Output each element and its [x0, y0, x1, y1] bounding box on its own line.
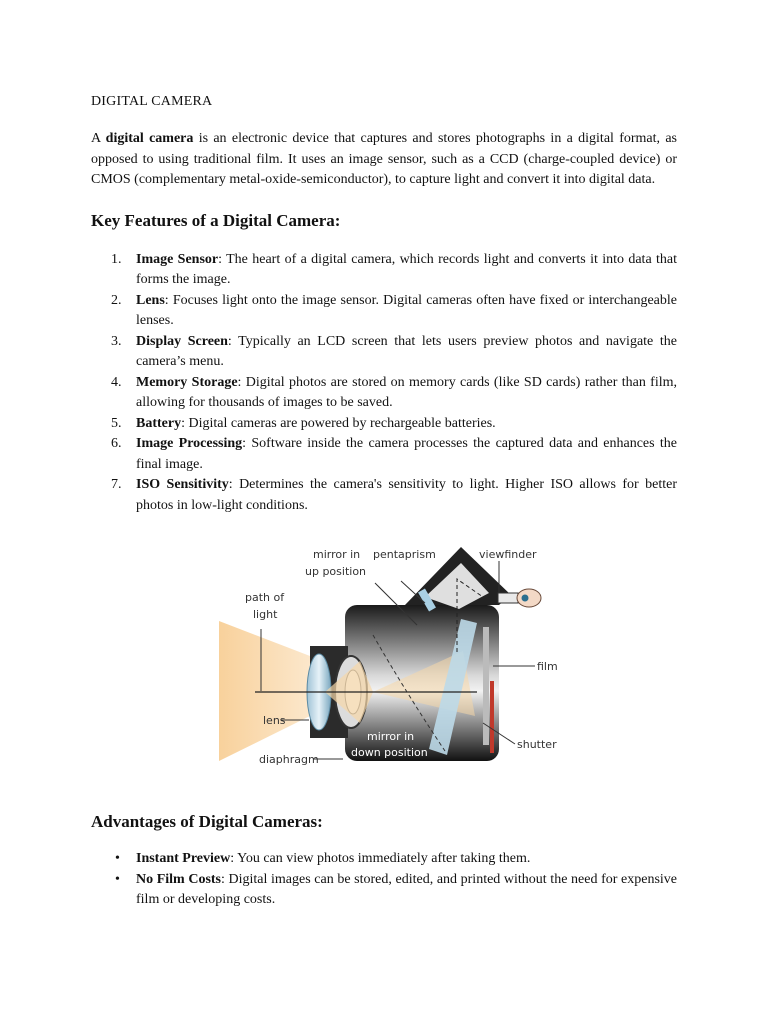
item-term: No Film Costs	[136, 871, 222, 887]
item-text: : Determines the camera's sensitivity to light. Higher ISO allows for better photos in low-light conditions.	[136, 477, 677, 513]
camera-diagram	[215, 541, 558, 789]
list-item	[91, 849, 677, 870]
label-path-2: light	[253, 608, 278, 621]
item-term: Display Screen	[136, 333, 228, 349]
bullet-icon: •	[115, 871, 120, 887]
advantages-list	[91, 849, 677, 911]
list-number: 4.	[111, 374, 122, 390]
film	[483, 627, 489, 745]
label-path-1: path of	[245, 591, 285, 604]
label-pentaprism: pentaprism	[373, 548, 436, 561]
features-heading: Key Features of a Digital Camera:	[91, 210, 341, 230]
list-number: 2.	[111, 292, 122, 308]
label-mirror-up-1: mirror in	[313, 548, 361, 561]
list-item	[91, 291, 677, 332]
bullet-icon: •	[115, 851, 120, 866]
shutter	[490, 681, 494, 753]
light-beam	[219, 621, 310, 761]
item-text: : Digital images can be stored, edited, and printed without the need for expensive film or developing costs.	[136, 871, 677, 907]
intro-rest: is an electronic device that captures and stores photographs in a digital format, as opposed to using traditional film. It uses an image sensor, such as a CCD (charge-coupled device) or CMOS (complementary metal-oxide-semiconductor), to capture light and convert it into digital data.	[91, 131, 678, 187]
document-title: DIGITAL CAMERA	[91, 94, 213, 109]
intro-paragraph	[91, 129, 677, 191]
document-body	[91, 92, 677, 911]
item-text: : Focuses light onto the image sensor. Digital cameras often have fixed or interchangeable lenses.	[136, 292, 677, 328]
list-number: 6.	[111, 436, 122, 451]
list-item	[91, 250, 677, 291]
label-viewfinder: viewfinder	[479, 548, 537, 561]
item-text: : You can view photos immediately after taking them.	[230, 851, 531, 866]
item-term: Image Sensor	[136, 251, 219, 267]
intro-term: digital camera	[105, 131, 194, 146]
item-text: : Typically an LCD screen that lets users preview photos and navigate the camera’s menu.	[136, 333, 677, 369]
label-mirror-down-2: down position	[351, 746, 428, 759]
item-text: : The heart of a digital camera, which records light and converts it into data that forms the image.	[136, 251, 678, 287]
advantages-heading: Advantages of Digital Cameras:	[91, 812, 323, 831]
viewfinder	[498, 593, 518, 603]
item-text: : Digital photos are stored on memory cards (like SD cards) rather than film, allowing for thousands of images to be saved.	[136, 374, 677, 410]
label-diaphragm: diaphragm	[259, 753, 319, 766]
intro-lead: A	[91, 131, 106, 146]
item-term: ISO Sensitivity	[136, 477, 229, 492]
label-lens: lens	[263, 714, 286, 727]
label-mirror-up-2: up position	[305, 565, 367, 578]
list-item	[91, 332, 677, 373]
list-item	[91, 373, 677, 414]
label-shutter: shutter	[517, 738, 557, 751]
list-number: 1.	[111, 251, 122, 267]
list-number: 3.	[111, 333, 122, 349]
list-item	[91, 475, 677, 516]
item-term: Memory Storage	[136, 374, 238, 390]
label-film: film	[537, 660, 558, 673]
item-term: Image Processing	[136, 436, 243, 451]
list-item	[91, 434, 677, 475]
item-term: Instant Preview	[136, 851, 231, 866]
item-text: : Digital cameras are powered by rechargeable batteries.	[181, 415, 496, 431]
list-number: 5.	[111, 415, 122, 431]
list-number: 7.	[111, 477, 122, 492]
label-mirror-down-1: mirror in	[367, 730, 415, 743]
eye-icon	[517, 589, 541, 607]
list-item	[91, 870, 677, 911]
item-term: Battery	[136, 415, 182, 431]
item-term: Lens	[136, 292, 165, 308]
item-text: : Software inside the camera processes the captured data and enhances the final image.	[136, 436, 678, 472]
features-list	[91, 250, 677, 517]
camera-diagram-svg	[215, 541, 558, 789]
list-item	[91, 414, 677, 435]
